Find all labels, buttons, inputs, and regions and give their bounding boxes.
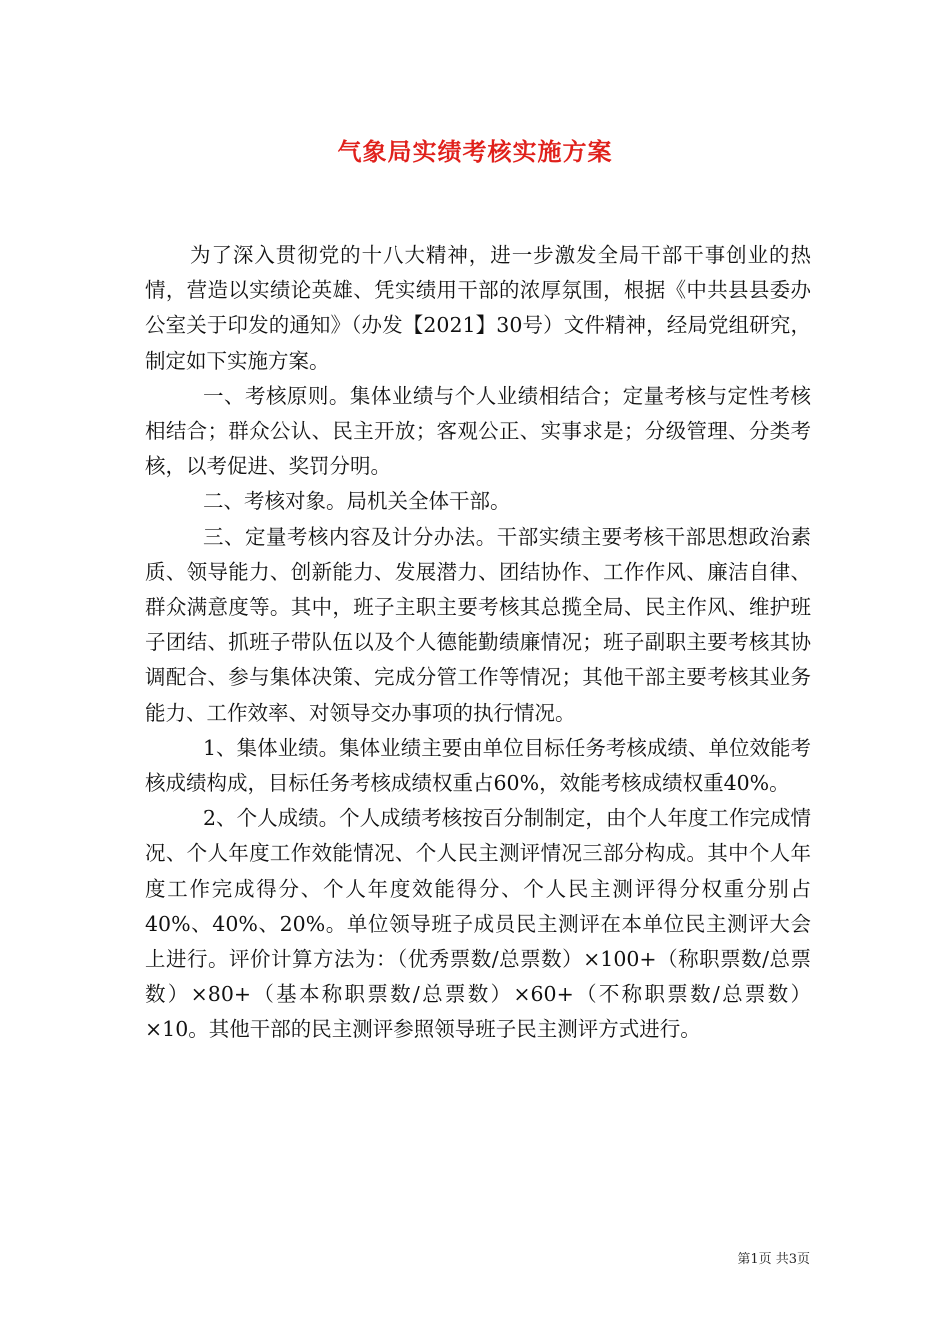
paragraph-individual-performance: 2、个人成绩。个人成绩考核按百分制制定，由个人年度工作完成情况、个人年度工作效能情况、个人民主测评情况三部分构成。其中个人年度工作完成得分、个人年度效能得分、个人民主测评得分权重分别占40%、40%、20%。单位领导班子成员民主测评在本单位民主测评大会上进行。评价计算方法为：（优秀票数/总票数）×100+（称职票数/总票数）×80+（基本称职票数/总票数）×60+（不称职票数/总票数）×10。其他干部的民主测评参照领导班子民主测评方式进行。	[145, 806, 811, 1042]
paragraph-principles: 一、考核原则。集体业绩与个人业绩相结合；定量考核与定性考核相结合；群众公认、民主开放；客观公正、实事求是；分级管理、分类考核，以考促进、奖罚分明。	[145, 383, 811, 479]
page-number: 第1页 共3页	[737, 1252, 810, 1267]
paragraph-intro: 为了深入贯彻党的十八大精神，进一步激发全局干部干事创业的热情，营造以实绩论英雄、凭实绩用干部的浓厚氛围，根据《中共县县委办公室关于印发的通知》（办发【2021】30号）文件精神，经局党组研究，制定如下实施方案。	[145, 243, 811, 373]
paragraph-content-scoring: 三、定量考核内容及计分办法。干部实绩主要考核干部思想政治素质、领导能力、创新能力、发展潜力、团结协作、工作作风、廉洁自律、群众满意度等。其中，班子主职主要考核其总揽全局、民主作风、维护班子团结、抓班子带队伍以及个人德能勤绩廉情况；班子副职主要考核其协调配合、参与集体决策、完成分管工作等情况；其他干部主要考核其业务能力、工作效率、对领导交办事项的执行情况。	[145, 524, 811, 725]
document-title: 气象局实绩考核实施方案	[337, 137, 613, 166]
document-body	[145, 238, 811, 1048]
paragraph-collective-performance: 1、集体业绩。集体业绩主要由单位目标任务考核成绩、单位效能考核成绩构成，目标任务考核成绩权重占60%，效能考核成绩权重40%。	[145, 735, 811, 796]
paragraph-targets: 二、考核对象。局机关全体干部。	[203, 489, 511, 514]
